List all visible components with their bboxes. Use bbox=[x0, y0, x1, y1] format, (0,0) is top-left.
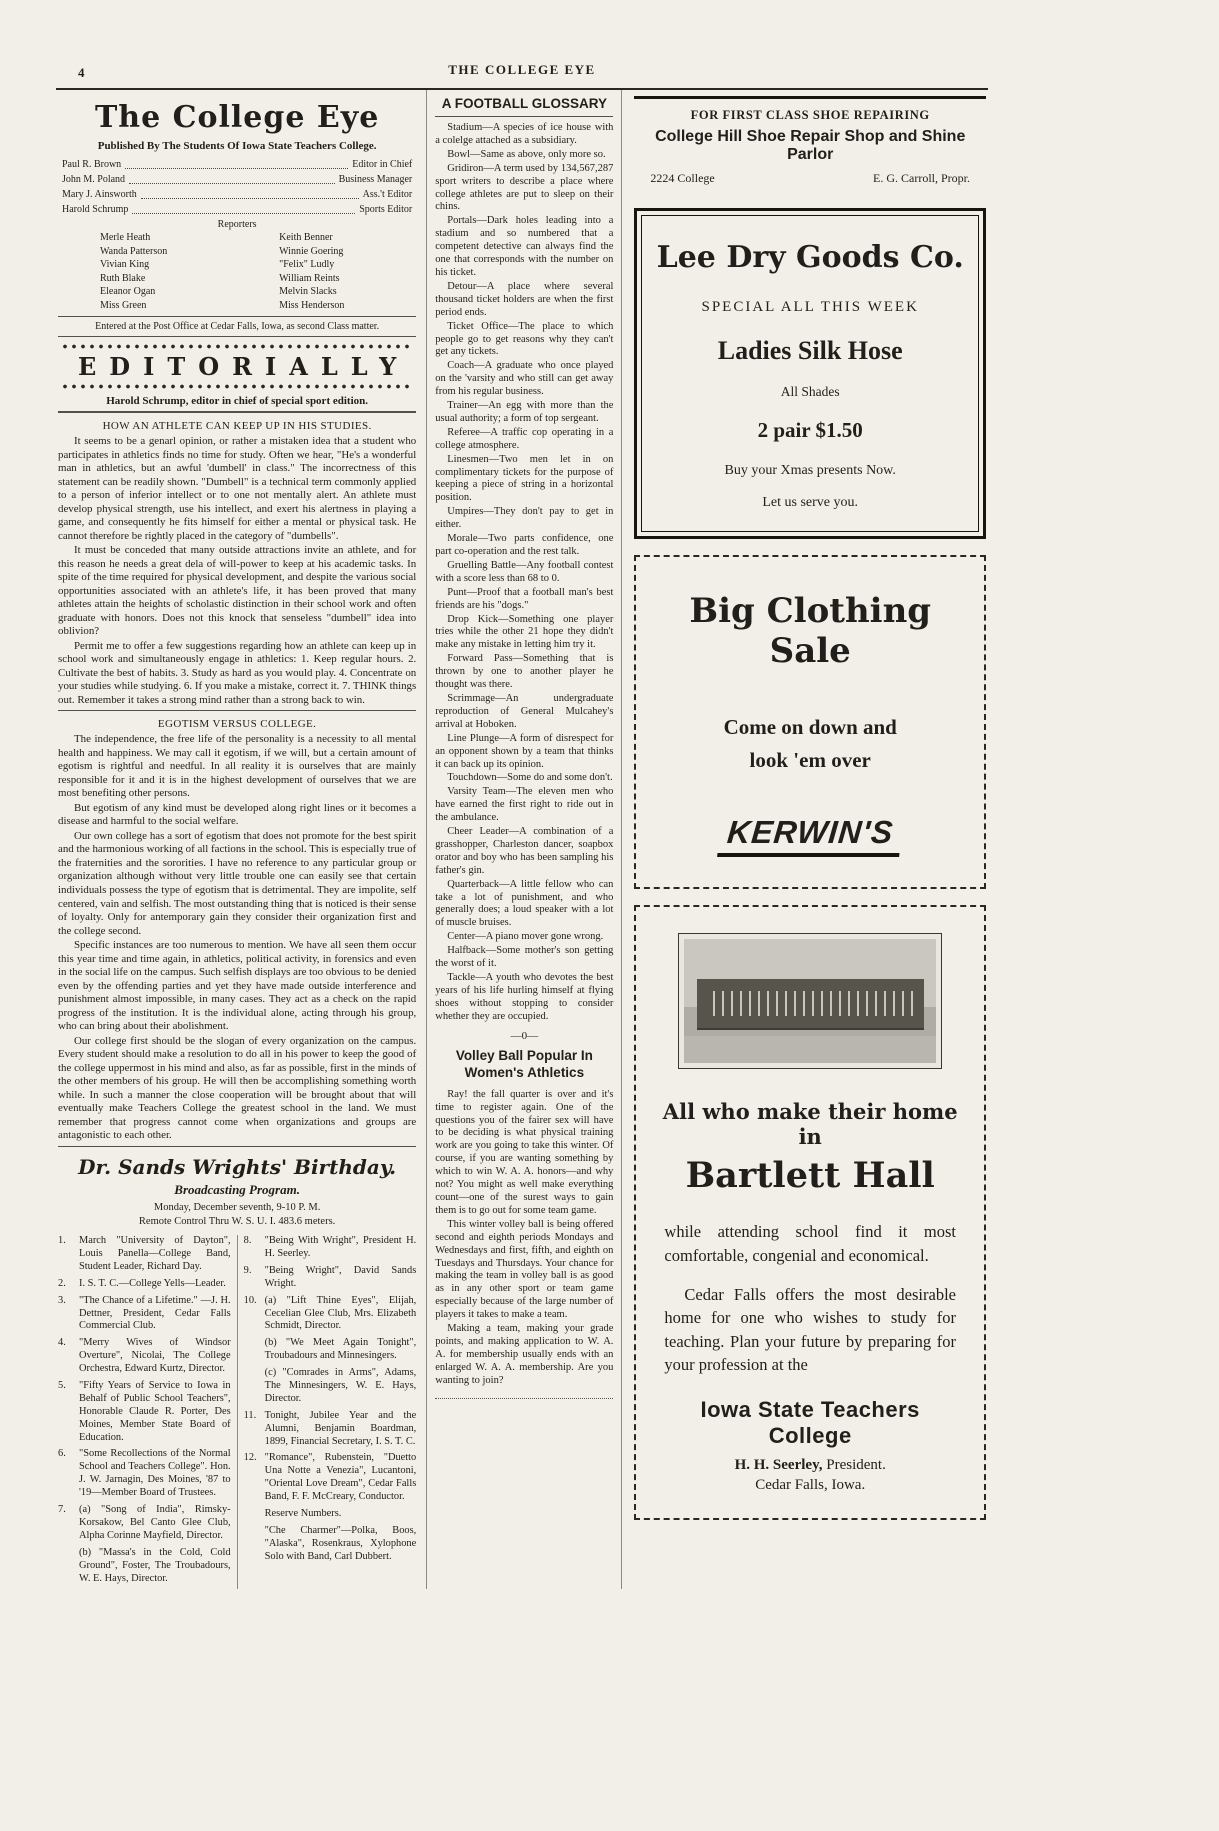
staff-role: Editor in Chief bbox=[352, 159, 413, 170]
program-item-text: Tonight, Jubilee Year and the Alumni, Benjamin Boardman, 1899, Financial Secretary, I. S. T. C. bbox=[264, 1409, 417, 1447]
ad-line: Come on down and bbox=[723, 715, 897, 739]
article-title: EGOTISM VERSUS COLLEGE. bbox=[157, 718, 317, 731]
program-subtitle: Broadcasting Program. bbox=[174, 1181, 300, 1197]
ad-big-clothing-sale bbox=[634, 555, 986, 889]
ad-lee-dry-goods bbox=[634, 208, 986, 539]
program-item bbox=[58, 1547, 231, 1586]
program-item-text: "Some Recollections of the Normal School and Teachers College". Hon. J. W. Jarnagin, Des Moines, '87 to '19—Member Board of Trustees. bbox=[79, 1448, 231, 1499]
reporter-name: "Felix" Ludly bbox=[279, 259, 335, 270]
article-athlete-studies bbox=[58, 420, 416, 707]
staff-role: Sports Editor bbox=[359, 204, 413, 215]
ad-paragraph: while attending school find it most comfortable, congenial and economical. bbox=[664, 1222, 956, 1265]
program-item bbox=[244, 1295, 417, 1334]
program-item-number bbox=[58, 1547, 79, 1586]
paragraph: Ray! the fall quarter is over and it's time to register again. One of the questions you of the fairer sex will have to be deciding is what physical training work are you going to take this winter. Of course, if you are wanting something by which to win W. A. A. honors—and why not? You might as well make everything count—one of the surest ways to gain them is to go out for some team game. bbox=[435, 1088, 614, 1216]
program-item bbox=[58, 1380, 231, 1444]
article-body bbox=[58, 733, 416, 1142]
glossary-entry: Center—A piano mover gone wrong. bbox=[447, 931, 604, 943]
glossary-entry: Coach—A graduate who once played on the 'varsity and who still can get away from his regular business. bbox=[435, 360, 614, 398]
glossary-entry: Linesmen—Two men let in on complimentary tickets for the purpose of keeping a piece of string in a horizontal position. bbox=[435, 453, 614, 504]
editorially-box bbox=[58, 343, 416, 413]
reporter-name: Ruth Blake bbox=[100, 272, 146, 284]
ad-paragraph: Cedar Falls offers the most desirable home for one who wishes to study for teaching. Plan your future by preparing for your profession at the bbox=[664, 1284, 956, 1375]
glossary-entries bbox=[435, 122, 613, 1024]
program-item-text: March "University of Dayton", Louis Panella—College Band, Student Leader, Richard Day. bbox=[79, 1235, 231, 1272]
program-item bbox=[244, 1452, 417, 1504]
program-title: Dr. Sands Wrights' Birthday. bbox=[78, 1154, 397, 1179]
program-item bbox=[58, 1235, 231, 1274]
ad-price: 2 pair $1.50 bbox=[757, 418, 863, 442]
reporters-label: Reporters bbox=[217, 219, 257, 230]
middle-column bbox=[427, 90, 622, 1589]
glossary-entry: Morale—Two parts confidence, one part co-operation and the rest talk. bbox=[435, 533, 614, 557]
photo-building bbox=[697, 979, 924, 1029]
program-item-number: 5. bbox=[58, 1380, 66, 1392]
program-item bbox=[58, 1504, 231, 1543]
reporters-left-list bbox=[58, 231, 237, 312]
program-item-number: 7. bbox=[58, 1504, 66, 1516]
divider-rule bbox=[58, 411, 416, 413]
glossary-entry: Scrimmage—An undergraduate reproduction of General Mulcahey's arrival at Hoboken. bbox=[435, 692, 614, 730]
article-body bbox=[435, 1089, 613, 1388]
program-item-text: "Being Wright", David Sands Wright. bbox=[264, 1264, 417, 1289]
divider-rule bbox=[435, 1398, 613, 1399]
program-item-number: 11. bbox=[243, 1409, 257, 1421]
building-photo-image bbox=[684, 939, 936, 1063]
ad-city: Cedar Falls, Iowa. bbox=[755, 1476, 866, 1493]
glossary-entry: Halfback—Some mother's son getting the worst of it. bbox=[435, 945, 614, 970]
article-title: HOW AN ATHLETE CAN KEEP UP IN HIS STUDIES. bbox=[102, 420, 372, 432]
program-item-number: 12. bbox=[243, 1452, 257, 1464]
program-item-text: (b) "Massa's in the Cold, Cold Ground", Foster, The Troubadours, W. E. Hays, Director. bbox=[79, 1546, 231, 1584]
staff-name: Mary J. Ainsworth bbox=[62, 189, 137, 200]
paragraph: Our own college has a sort of egotism that does not promote for the best spirit and the harmonious working of all factions in the school. This is especially true of the fraternities and the sororities. I have no reference to any particular group or organization although without very little trouble one can easily see that certain individuals possess the type of egotism that is detrimental. They are impolite, self centered, vain and selfish. The most outstanding thing that is noticed is their sense of loyalty. Only for antemporary gain they consider their organization first and the college second. bbox=[58, 829, 417, 937]
program-item-text: "Che Charmer"—Polka, Boos, "Alaska", Rosenkraus, Xylophone Solo with Band, Carl Dubbert. bbox=[264, 1524, 417, 1562]
program-right-column bbox=[237, 1235, 417, 1589]
ad-proprietor: E. G. Carroll, Propr. bbox=[873, 171, 970, 185]
paragraph: Specific instances are too numerous to mention. We have all seen them occur this year time and time again, in athletics, political activity, in forensics and even in the social life on the campus. Such selfish displays are too obvious to be denied even by the offending parties and yet they have made outside interference and punishment almost impossible, in many cases. They act as a check on the rapid progress of the institution. It is the individual alone, acting through his group, who can bring about their abolishment. bbox=[58, 939, 417, 1033]
divider-rule bbox=[58, 1146, 416, 1147]
newspaper-page bbox=[56, 62, 988, 1589]
glossary-entry: Punt—Proof that a football man's best friends are his "dogs." bbox=[435, 586, 614, 611]
program-item bbox=[58, 1448, 231, 1500]
glossary-entry: Bowl—Same as above, only more so. bbox=[447, 148, 606, 160]
program-item-number: 3. bbox=[58, 1294, 66, 1306]
ad-president-line bbox=[656, 1457, 964, 1474]
ad-hall-name: Bartlett Hall bbox=[685, 1155, 935, 1197]
ad-line: look 'em over bbox=[749, 747, 871, 772]
kerwins-logo: KERWIN'S bbox=[717, 814, 903, 857]
reporter-name: Miss Henderson bbox=[279, 299, 345, 311]
president-title: President. bbox=[822, 1456, 886, 1473]
glossary-entry: Detour—A place where several thousand ticket holders are when the first period ends. bbox=[435, 280, 614, 318]
staff-role: Ass.'t Editor bbox=[362, 189, 413, 200]
editorially-title: EDITORIALLY bbox=[78, 352, 410, 381]
ad-address: 2224 College bbox=[650, 171, 715, 185]
program-item bbox=[58, 1295, 231, 1334]
ad-college-name: Iowa State Teachers College bbox=[700, 1396, 920, 1448]
program-item-number: 4. bbox=[58, 1337, 66, 1349]
left-column bbox=[56, 90, 427, 1589]
program-item-text: "Romance", Rubenstein, "Duetto Una Notte a Venezia", Lucantoni, "Oriental Love Dream", Cedar Falls Band, F. F. McCreary, Conductor. bbox=[264, 1452, 417, 1503]
program-item bbox=[244, 1337, 417, 1363]
section-divider: —0— bbox=[510, 1029, 539, 1042]
program-item-text: Reserve Numbers. bbox=[264, 1508, 342, 1520]
football-glossary bbox=[435, 96, 613, 1024]
paragraph: The independence, the free life of the personality is a necessity to all mental health and happiness. We may call it egotism, if we will, but a certain amount of egotism is rightful and needful. In all reality it is ourselves that are mainly responsible for it and it is in the highest development of ourselves that we are most benefiting other persons. bbox=[58, 733, 417, 800]
program-left-column bbox=[58, 1235, 231, 1589]
paragraph: This winter volley ball is being offered second and eighth periods Mondays and Wednesdays and first, fifth, and eighth on Tuesdays and Thursdays. Your chance for making the team in volley ball is as good as in any other sport or team game especially because of the large number of players it takes to make a team. bbox=[435, 1218, 614, 1321]
staff-name: John M. Poland bbox=[62, 174, 126, 185]
reporter-name: William Reints bbox=[279, 272, 340, 284]
ad-shoe-repair bbox=[634, 96, 986, 196]
glossary-entry: Varsity Team—The eleven men who have earned the first right to ride out in the ambulance. bbox=[435, 786, 614, 824]
glossary-entry: Quarterback—A little fellow who can take a lot of punishment, and who generally does; a loud speaker with a lot of muscle bruises. bbox=[435, 878, 614, 929]
program-columns bbox=[58, 1235, 416, 1589]
article-egotism bbox=[58, 710, 416, 1142]
masthead bbox=[58, 100, 416, 337]
program-item-number bbox=[244, 1508, 265, 1521]
reporter-name: Vivian King bbox=[100, 259, 150, 270]
reporter-name: Miss Green bbox=[100, 299, 147, 311]
ad-line: Let us serve you. bbox=[762, 495, 859, 510]
ad-headline: All who make their home in bbox=[662, 1099, 958, 1150]
ad-business-name: College Hill Shoe Repair Shop and Shine Parlor bbox=[655, 128, 966, 163]
program-item-text: "Fifty Years of Service to Iowa in Behalf of Public School Teachers", Honorable Claude R. Porter, Des Moines, Member State Board of Education. bbox=[79, 1380, 231, 1443]
entered-notice: Entered at the Post Office at Cedar Falls, Iowa, as second Class matter. bbox=[95, 321, 380, 332]
page-number: 4 bbox=[78, 65, 85, 80]
glossary-title: A FOOTBALL GLOSSARY bbox=[435, 96, 613, 117]
glossary-entry: Forward Pass—Something that is thrown by one to another player he thought was there. bbox=[435, 653, 614, 691]
glossary-entry: Stadium—A species of ice house with a colelge attached as a subsidiary. bbox=[435, 122, 614, 146]
reporters-right-list bbox=[237, 231, 416, 312]
program-item-text: (a) "Song of India", Rimsky-Korsakow, Bel Canto Glee Club, Alpha Corinne Mayfield, Director. bbox=[79, 1504, 231, 1541]
article-body bbox=[58, 435, 416, 707]
program-item-number bbox=[244, 1367, 265, 1406]
ad-product: Ladies Silk Hose bbox=[717, 336, 903, 365]
glossary-entry: Tackle—A youth who devotes the best years of his life hurling himself at flying shoes without stopping to consider whether they are occupied. bbox=[435, 972, 614, 1022]
glossary-entry: Gridiron—A term used by 134,567,287 sport writers to describe a place where college athletes are put to sleep on their chins. bbox=[435, 162, 614, 213]
program-item-text: I. S. T. C.—College Yells—Leader. bbox=[79, 1277, 226, 1289]
program-item bbox=[244, 1508, 417, 1521]
leader-dots bbox=[141, 198, 359, 199]
birthday-program bbox=[58, 1146, 416, 1590]
program-item bbox=[244, 1235, 417, 1261]
divider-rule bbox=[58, 316, 416, 317]
program-item-text: (c) "Comrades in Arms", Adams, The Minnesingers, W. E. Hays, Director. bbox=[264, 1367, 417, 1404]
glossary-entry: Ticket Office—The place to which people go to get reasons why they can't get any tickets. bbox=[435, 320, 614, 358]
program-item-text: (b) "We Meet Again Tonight", Troubadours and Minnesingers. bbox=[264, 1337, 417, 1362]
program-item-text: "Merry Wives of Windsor Overture", Nicolai, The College Orchestra, Edward Kurtz, Director. bbox=[79, 1337, 231, 1375]
program-item-number: 10. bbox=[243, 1294, 257, 1306]
leader-dots bbox=[129, 183, 335, 184]
staff-role: Business Manager bbox=[338, 174, 413, 185]
program-item-number bbox=[244, 1525, 265, 1564]
program-item-text: (a) "Lift Thine Eyes", Elijah, Cecelian Glee Club, Mrs. Elizabeth Schmidt, Director. bbox=[264, 1294, 417, 1332]
reporter-name: Winnie Goering bbox=[279, 245, 344, 257]
program-item bbox=[244, 1367, 417, 1406]
president-name: H. H. Seerley, bbox=[734, 1456, 823, 1473]
paragraph: Making a team, making your grade points, and making application to W. A. A. for membership usually ends with an enlarged W. A. A. membership. Are you wanting to join? bbox=[435, 1323, 614, 1386]
glossary-entry: Line Plunge—A form of disrespect for an opponent shown by a team that thinks it can back up its opinion. bbox=[435, 732, 614, 770]
paragraph: Permit me to offer a few suggestions regarding how an athlete can keep up in school work and simultaneously engage in athletics: 1. Keep regular hours. 2. Cultivate the best of habits. 3. Study as hard as you would play. 4. Concentrate on your studies while studying. 6. If you make a mistake, correct it. 7. THINK things out. Remember it takes a strong mind rather than a strong back to win. bbox=[58, 639, 417, 706]
paragraph: It must be conceded that many outside attractions invite an athlete, and for this reason he needs a great dela of will-power to keep at his academic tasks. In spite of the time required for physical development, and despite the various social opportunities associated with an athlete's life, it has been proved that many athletes attain the heights of scholastic distinction in their school work and often graduate with honors. Does not this knock that senseless "dumbell" idea into oblivion? bbox=[58, 544, 417, 638]
program-item bbox=[58, 1278, 231, 1291]
program-date: Monday, December seventh, 9-10 P. M. bbox=[153, 1201, 321, 1213]
page-header bbox=[56, 62, 988, 84]
glossary-entry: Gruelling Battle—Any football contest with a score less than 68 to 0. bbox=[435, 559, 614, 584]
reporter-name: Eleanor Ogan bbox=[100, 286, 156, 297]
published-by: Published By The Students Of Iowa State Teachers College. bbox=[97, 140, 377, 152]
program-item bbox=[244, 1525, 417, 1564]
ornament-row bbox=[62, 383, 412, 390]
glossary-entry: Referee—A traffic cop operating in a college atmosphere. bbox=[435, 426, 614, 451]
paragraph: Our college first should be the slogan of every organization on the campus. Every student should make a resolution to do all in his power to keep the good of the college uppermost in his mind and also, as far as possible, first in the minds of the other members of his group. He will then be accomplishing something worth while. In such a manner the close cooperation will be brought about that will eventually make Teachers College the greatest school in the land. We must remember that progress cannot come when organizations and groups are antagonistic to each other. bbox=[58, 1034, 417, 1142]
program-item-number: 6. bbox=[58, 1448, 66, 1460]
ad-inner-frame bbox=[641, 215, 979, 532]
staff-row bbox=[58, 172, 416, 187]
staff-row bbox=[58, 187, 416, 202]
glossary-entry: Drop Kick—Something one player tries while the other 21 hope they didn't make any mistake in letting him try it. bbox=[435, 613, 614, 651]
masthead-title: The College Eye bbox=[94, 100, 380, 135]
ad-line: Buy your Xmas presents Now. bbox=[724, 463, 896, 478]
bartlett-hall-photo bbox=[678, 933, 942, 1069]
running-title: THE COLLEGE EYE bbox=[448, 62, 596, 77]
glossary-entry: Trainer—An egg with more than the usual authority; a form of top sergeant. bbox=[435, 400, 614, 424]
program-item-number: 8. bbox=[243, 1235, 252, 1247]
glossary-entry: Touchdown—Some do and some don't. bbox=[447, 772, 613, 784]
reporter-name: Melvin Slacks bbox=[279, 286, 337, 297]
editorially-byline: Harold Schrump, editor in chief of special sport edition. bbox=[106, 395, 368, 407]
ad-line: SPECIAL ALL THIS WEEK bbox=[701, 299, 919, 315]
program-item-number: 2. bbox=[58, 1277, 66, 1289]
program-item-number: 9. bbox=[243, 1264, 252, 1276]
program-item bbox=[244, 1265, 417, 1291]
reporter-name: Merle Heath bbox=[100, 232, 151, 243]
ads-column bbox=[622, 90, 988, 1589]
program-item-number: 1. bbox=[58, 1235, 66, 1247]
reporter-name: Wanda Patterson bbox=[100, 245, 168, 257]
program-item bbox=[58, 1337, 231, 1376]
reporter-name: Keith Benner bbox=[279, 232, 333, 243]
staff-name: Paul R. Brown bbox=[62, 159, 122, 170]
ad-headline: Big Clothing Sale bbox=[689, 591, 932, 671]
staff-row bbox=[58, 157, 416, 172]
leader-dots bbox=[125, 168, 348, 169]
program-item-text: "Being With Wright", President H. H. Seerley. bbox=[264, 1235, 417, 1260]
paragraph: But egotism of any kind must be developed along right lines or it becomes a disease and harmful to the social welfare. bbox=[58, 801, 417, 828]
ad-business-name: Lee Dry Goods Co. bbox=[656, 240, 964, 275]
leader-dots bbox=[132, 213, 355, 214]
glossary-entry: Umpires—They don't pay to get in either. bbox=[435, 506, 614, 531]
program-item-number bbox=[244, 1337, 265, 1363]
volleyball-article bbox=[435, 1047, 613, 1399]
ad-line: All Shades bbox=[780, 384, 840, 399]
volleyball-title: Volley Ball Popular In Women's Athletics bbox=[455, 1047, 593, 1081]
ornament-row bbox=[62, 343, 412, 350]
staff-name: Harold Schrump bbox=[62, 204, 129, 215]
program-item-text: "The Chance of a Lifetime." —J. H. Dettner, President, Cedar Falls Commercial Club. bbox=[79, 1294, 231, 1332]
paragraph: It seems to be a genarl opinion, or rather a mistaken idea that a student who participates in athletics finds no time for study. Often we hear, "He's a wonderful man in athletics, but an awful 'dumbell' in class." The incorrectness of this statement can be readily shown. "Dumbell" is a technical term commonly applied to a person of inferior intellect or to one not mentally alert. An athlete must develop physical strength, use his intellect, and exert his alertness in playing a game, and consequently he fits himself for either a mental or physical task. He cannot therefore be rightly placed in the category of "dumbells". bbox=[58, 435, 417, 542]
reporters-section bbox=[58, 231, 416, 312]
divider-rule bbox=[58, 710, 416, 711]
program-item bbox=[244, 1410, 417, 1449]
photo-ground bbox=[684, 1036, 936, 1063]
glossary-entry: Portals—Dark holes leading into a stadium and so numbered that a competent detective can always find the one that corresponds with the number on his ticket. bbox=[435, 215, 614, 278]
glossary-entry: Cheer Leader—A combination of a grasshopper, Charleston dancer, soapbox orator and boy who has been sampling his father's gin. bbox=[435, 826, 614, 876]
program-broadcast-info: Remote Control Thru W. S. U. I. 483.6 meters. bbox=[138, 1215, 336, 1227]
ad-bartlett-hall bbox=[634, 905, 986, 1520]
ad-headline: FOR FIRST CLASS SHOE REPAIRING bbox=[690, 108, 930, 122]
staff-row bbox=[58, 202, 416, 217]
staff-list bbox=[58, 157, 416, 217]
divider-rule bbox=[58, 336, 416, 337]
